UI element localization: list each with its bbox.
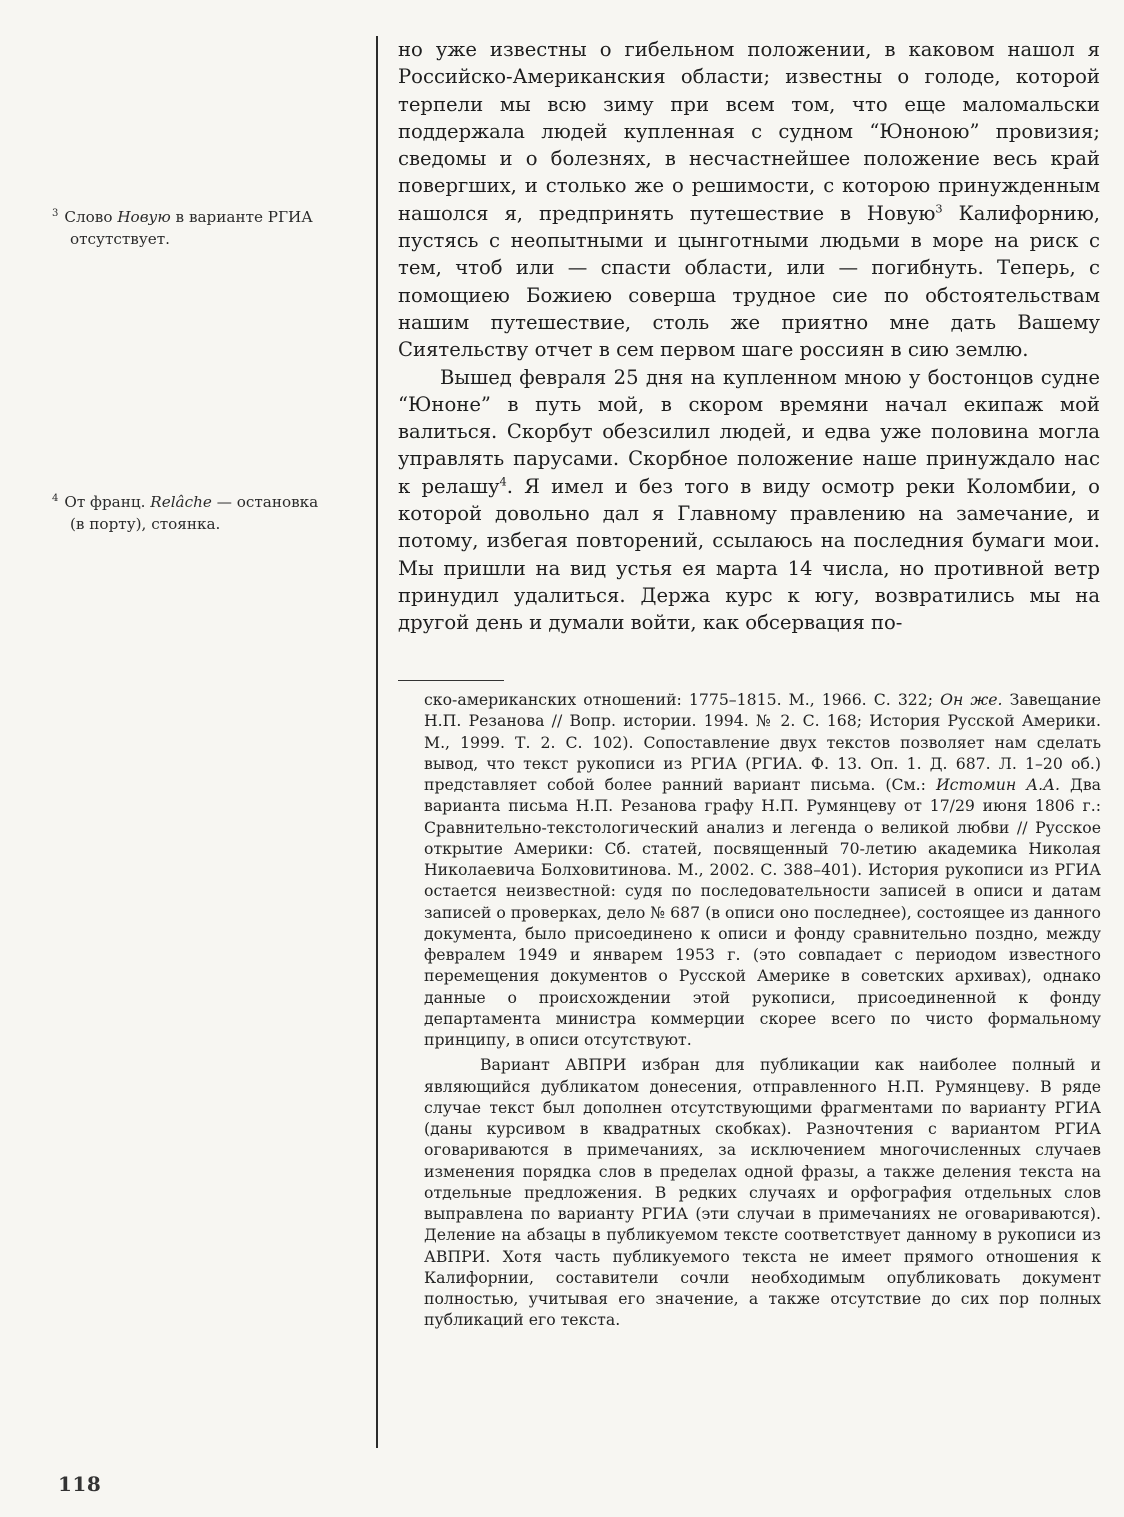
footnote-marker: 4 bbox=[499, 474, 507, 489]
main-paragraph-text: Калифорнию, пустясь с неопытными и цынготными людьми в море на риск с тем, чтоб или — спасти области, или — погибнуть. Теперь, с помощиею Божиею совершa трудное сие по обстоятельствам нашим путешествие, столь же приятно мне дать Вашему Сиятельству отчет в сем первом шаге россиян в сию землю. bbox=[398, 201, 1101, 362]
side-note-number: 4 bbox=[52, 492, 59, 504]
side-note-4 bbox=[52, 491, 357, 535]
footnote-italic: Истомин А.А. bbox=[936, 775, 1061, 794]
side-note-text: От франц. bbox=[64, 493, 151, 511]
side-note-italic: Новую bbox=[117, 208, 171, 226]
footnote-marker: 3 bbox=[935, 201, 943, 216]
footnote-italic: Он же. bbox=[940, 690, 1003, 709]
side-note-number: 3 bbox=[52, 207, 59, 219]
main-paragraph-2 bbox=[398, 364, 1100, 637]
footnote-paragraph-2: Вариант АВПРИ избран для публикации как наиболее полный и являющийся дубликатом донесения, отправленного Н.П. Румянцеву. В ряде случае текст был дополнен отсутствующими фрагментами по варианту РГИА (даны курсивом в квадратных скобках). Разночтения с вариантом РГИА оговариваются в примечаниях, за исключением многочисленных случаев изменения порядка слов в пределах одной фразы, а также деления текста на отдельные предложения. В редких случаях и орфография отдельных слов выправлена по варианту РГИА (эти случаи в примечаниях не оговариваются). Деление на абзацы в публикуемом тексте соответствует данному в рукописи из АВПРИ. Хотя часть публикуемого текста не имеет прямого отношения к Калифорнии, составители сочли необходимым опубликовать документ полностью, учитывая его значение, а также отсутствие до сих пор полных публикаций его текста. bbox=[424, 1055, 1101, 1330]
side-note-text: Слово bbox=[64, 208, 118, 226]
side-note-line2: (в порту), стоянка. bbox=[70, 515, 221, 533]
footnote-text: Завещание Н.П. Резанова // Вопр. истории. 1994. № 2. С. 168; История Русской Америки. М., 1999. Т. 2. С. 102). Сопоставление двух текстов позволяет нам сделать вывод, что текст рукописи из РГИА (РГИА. Ф. 13. Оп. 1. Д. 687. Л. 1–20 об.) представляет собой более ранний вариант письма. (См.: bbox=[424, 690, 1101, 794]
main-paragraph-text: Вышед февраля 25 дня на купленном мною у бостонцов судне “Юноне” в путь мой, в скором времяни начал екипаж мой валиться. Скорбут обезсилил людей, и едва уже половина могла управлять парусами. Скорбное положение наше принуждало нас к релашу bbox=[398, 365, 1100, 498]
side-note-line2: отсутствует. bbox=[70, 230, 171, 248]
column-divider bbox=[376, 36, 378, 1448]
main-paragraph-text: . Я имел и без того в виду осмотр реки Коломбии, о которой довольно дал я Главному правлению на замечание, и потому, избегая повторений, ссылаюсь на последния бумаги мои. Мы пришли на вид устья ея марта 14 числа, но противной ветр принудил удалиться. Держа курс к югу, возвратились мы на другой день и думали войти, как обсервация по- bbox=[398, 474, 1100, 635]
footnote-paragraph-1 bbox=[424, 689, 1101, 1050]
footnote-text: Два варианта письма Н.П. Резанова графу Н.П. Румянцеву от 17/29 июня 1806 г.: Сравнительно-текстологический анализ и легенда о великой любви // Русское открытие Америки: Сб. статей, посвященный 70-летию академика Николая Николаевича Болховитинова. М., 2002. С. 388–401). История рукописи из РГИА остается неизвестной: судя по последовательности записей в описи и датам записей о проверках, дело № 687 (в описи оно последнее), состоящее из данного документа, было присоединено к описи и фонду сравнительно поздно, между февралем 1949 и январем 1953 г. (это совпадает с периодом известного перемещения документов о Русской Америке в советских архивах), однако данные о происхождении этой рукописи, присоединенной к фонду департамента министра коммерции скорее всего по чисто формальному принципу, в описи отсутствуют. bbox=[424, 775, 1101, 1049]
side-note-text: в варианте РГИА bbox=[170, 208, 313, 226]
main-text bbox=[398, 36, 1100, 637]
footnote-text: ско-американских отношений: 1775–1815. М., 1966. С. 322; bbox=[424, 690, 941, 709]
footnote-block bbox=[424, 689, 1101, 1331]
main-paragraph-1 bbox=[398, 36, 1100, 364]
main-paragraph-text: но уже известны о гибельном положении, в каковом нашол я Российско-Американския области; известны о голоде, которой терпели мы всю зиму при всем том, что еще маломальски поддержала людей купленная с судном “Юноною” провизия; сведомы и о болезнях, в несчастнейшее положение весь край повергших, и столько же о решимости, с которою принужденным нашолся я, предпринять путешествие в Новую bbox=[398, 38, 1100, 225]
side-note-text: — остановка bbox=[211, 493, 319, 511]
side-note-italic: Relâche bbox=[150, 493, 212, 511]
footnote-separator bbox=[398, 680, 504, 681]
side-note-3 bbox=[52, 206, 357, 250]
page-number: 118 bbox=[58, 1472, 102, 1496]
